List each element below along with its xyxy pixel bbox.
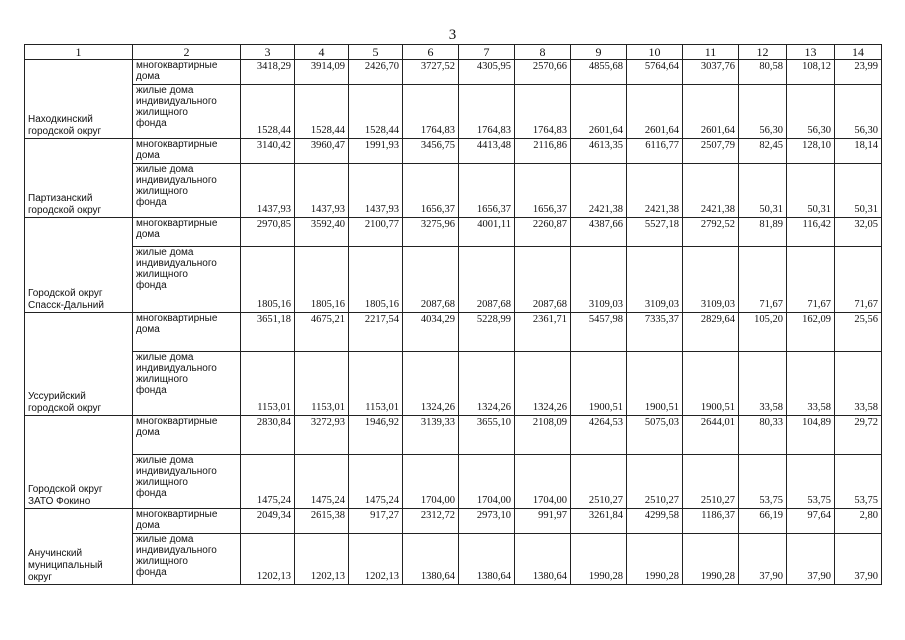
- value-cell: 4413,48: [459, 139, 515, 164]
- value-cell: 2510,27: [571, 455, 627, 509]
- value-cell: 3109,03: [683, 247, 739, 313]
- housing-type: многоквартирные дома: [133, 509, 241, 534]
- value-cell: 2570,66: [515, 60, 571, 85]
- value-cell: 1656,37: [403, 164, 459, 218]
- value-cell: 116,42: [787, 218, 835, 247]
- value-cell: 5228,99: [459, 313, 515, 352]
- value-cell: 1475,24: [241, 455, 295, 509]
- value-cell: 50,31: [739, 164, 787, 218]
- value-cell: 1990,28: [683, 534, 739, 585]
- value-cell: 3261,84: [571, 509, 627, 534]
- value-cell: 2792,52: [683, 218, 739, 247]
- value-cell: 3592,40: [295, 218, 349, 247]
- value-cell: 1380,64: [459, 534, 515, 585]
- value-cell: 1900,51: [571, 352, 627, 416]
- value-cell: 3109,03: [627, 247, 683, 313]
- value-cell: 1900,51: [683, 352, 739, 416]
- value-cell: 18,14: [835, 139, 882, 164]
- value-cell: 1990,28: [627, 534, 683, 585]
- value-cell: 23,99: [835, 60, 882, 85]
- table-row: [25, 352, 882, 416]
- value-cell: 105,20: [739, 313, 787, 352]
- value-cell: 53,75: [787, 455, 835, 509]
- value-cell: 1764,83: [515, 85, 571, 139]
- value-cell: 56,30: [739, 85, 787, 139]
- value-cell: 2108,09: [515, 416, 571, 455]
- housing-type: многоквартирные дома: [133, 139, 241, 164]
- column-header: 8: [515, 45, 571, 60]
- value-cell: 1153,01: [349, 352, 403, 416]
- value-cell: 2644,01: [683, 416, 739, 455]
- value-cell: 3140,42: [241, 139, 295, 164]
- value-cell: 2,80: [835, 509, 882, 534]
- table-body: [25, 60, 882, 585]
- value-cell: 1656,37: [459, 164, 515, 218]
- column-header: 3: [241, 45, 295, 60]
- value-cell: 1990,28: [571, 534, 627, 585]
- value-cell: 5527,18: [627, 218, 683, 247]
- column-header: 10: [627, 45, 683, 60]
- value-cell: 2973,10: [459, 509, 515, 534]
- district-name: Уссурийский городской округ: [25, 313, 133, 416]
- table-row: [25, 60, 882, 85]
- value-cell: 1528,44: [349, 85, 403, 139]
- value-cell: 33,58: [835, 352, 882, 416]
- table-row: [25, 139, 882, 164]
- value-cell: 1704,00: [459, 455, 515, 509]
- value-cell: 1946,92: [349, 416, 403, 455]
- table-row: [25, 455, 882, 509]
- value-cell: 53,75: [835, 455, 882, 509]
- value-cell: 4613,35: [571, 139, 627, 164]
- value-cell: 71,67: [787, 247, 835, 313]
- value-cell: 1900,51: [627, 352, 683, 416]
- value-cell: 4387,66: [571, 218, 627, 247]
- value-cell: 50,31: [787, 164, 835, 218]
- value-cell: 4264,53: [571, 416, 627, 455]
- value-cell: 82,45: [739, 139, 787, 164]
- value-cell: 2087,68: [403, 247, 459, 313]
- value-cell: 4001,11: [459, 218, 515, 247]
- value-cell: 7335,37: [627, 313, 683, 352]
- value-cell: 2361,71: [515, 313, 571, 352]
- housing-type: многоквартирные дома: [133, 313, 241, 352]
- value-cell: 162,09: [787, 313, 835, 352]
- value-cell: 108,12: [787, 60, 835, 85]
- value-cell: 1991,93: [349, 139, 403, 164]
- column-header: 6: [403, 45, 459, 60]
- value-cell: 2217,54: [349, 313, 403, 352]
- value-cell: 1324,26: [515, 352, 571, 416]
- value-cell: 1186,37: [683, 509, 739, 534]
- value-cell: 1704,00: [515, 455, 571, 509]
- value-cell: 1202,13: [241, 534, 295, 585]
- value-cell: 2116,86: [515, 139, 571, 164]
- district-name: Анучинский муниципальный округ: [25, 509, 133, 585]
- value-cell: 2829,64: [683, 313, 739, 352]
- value-cell: 2970,85: [241, 218, 295, 247]
- value-cell: 1805,16: [241, 247, 295, 313]
- value-cell: 3960,47: [295, 139, 349, 164]
- district-name: Партизанский городской округ: [25, 139, 133, 218]
- table-row: [25, 416, 882, 455]
- value-cell: 2615,38: [295, 509, 349, 534]
- district-name: Городской округ ЗАТО Фокино: [25, 416, 133, 509]
- value-cell: 29,72: [835, 416, 882, 455]
- value-cell: 2312,72: [403, 509, 459, 534]
- housing-type: жилые дома индивидуального жилищного фонда: [133, 164, 241, 218]
- value-cell: 1437,93: [241, 164, 295, 218]
- value-cell: 2421,38: [571, 164, 627, 218]
- value-cell: 6116,77: [627, 139, 683, 164]
- housing-type: многоквартирные дома: [133, 416, 241, 455]
- value-cell: 2510,27: [627, 455, 683, 509]
- value-cell: 1805,16: [349, 247, 403, 313]
- column-header: 5: [349, 45, 403, 60]
- value-cell: 56,30: [835, 85, 882, 139]
- value-cell: 3655,10: [459, 416, 515, 455]
- value-cell: 1704,00: [403, 455, 459, 509]
- column-header: 4: [295, 45, 349, 60]
- column-header: 7: [459, 45, 515, 60]
- housing-type: жилые дома индивидуального жилищного фонда: [133, 85, 241, 139]
- table-row: [25, 164, 882, 218]
- table-row: [25, 313, 882, 352]
- table-row: [25, 534, 882, 585]
- value-cell: 1437,93: [349, 164, 403, 218]
- value-cell: 1324,26: [403, 352, 459, 416]
- column-header: 13: [787, 45, 835, 60]
- value-cell: 4305,95: [459, 60, 515, 85]
- value-cell: 5764,64: [627, 60, 683, 85]
- value-cell: 1528,44: [241, 85, 295, 139]
- value-cell: 1656,37: [515, 164, 571, 218]
- value-cell: 37,90: [739, 534, 787, 585]
- value-cell: 3456,75: [403, 139, 459, 164]
- value-cell: 2830,84: [241, 416, 295, 455]
- district-name: Находкинский городской округ: [25, 60, 133, 139]
- value-cell: 3727,52: [403, 60, 459, 85]
- value-cell: 104,89: [787, 416, 835, 455]
- column-header: 14: [835, 45, 882, 60]
- housing-type: многоквартирные дома: [133, 60, 241, 85]
- column-header: 11: [683, 45, 739, 60]
- page-number: 3: [448, 27, 457, 43]
- value-cell: 37,90: [835, 534, 882, 585]
- value-cell: 1153,01: [295, 352, 349, 416]
- table-row: [25, 247, 882, 313]
- value-cell: 2260,87: [515, 218, 571, 247]
- value-cell: 53,75: [739, 455, 787, 509]
- value-cell: 2421,38: [683, 164, 739, 218]
- table-row: [25, 85, 882, 139]
- value-cell: 25,56: [835, 313, 882, 352]
- value-cell: 33,58: [739, 352, 787, 416]
- value-cell: 50,31: [835, 164, 882, 218]
- value-cell: 71,67: [835, 247, 882, 313]
- value-cell: 1153,01: [241, 352, 295, 416]
- value-cell: 1437,93: [295, 164, 349, 218]
- value-cell: 3109,03: [571, 247, 627, 313]
- value-cell: 2421,38: [627, 164, 683, 218]
- housing-type: жилые дома индивидуального жилищного фонда: [133, 455, 241, 509]
- housing-type: многоквартирные дома: [133, 218, 241, 247]
- value-cell: 3651,18: [241, 313, 295, 352]
- value-cell: 80,33: [739, 416, 787, 455]
- header-row: [25, 45, 882, 60]
- housing-type: жилые дома индивидуального жилищного фонда: [133, 247, 241, 313]
- value-cell: 81,89: [739, 218, 787, 247]
- value-cell: 1475,24: [349, 455, 403, 509]
- value-cell: 2510,27: [683, 455, 739, 509]
- value-cell: 2087,68: [515, 247, 571, 313]
- value-cell: 1202,13: [295, 534, 349, 585]
- value-cell: 128,10: [787, 139, 835, 164]
- value-cell: 2049,34: [241, 509, 295, 534]
- value-cell: 3275,96: [403, 218, 459, 247]
- district-name: Городской округ Спасск-Дальний: [25, 218, 133, 313]
- value-cell: 1380,64: [515, 534, 571, 585]
- value-cell: 32,05: [835, 218, 882, 247]
- value-cell: 1324,26: [459, 352, 515, 416]
- table-row: [25, 509, 882, 534]
- value-cell: 3418,29: [241, 60, 295, 85]
- value-cell: 4299,58: [627, 509, 683, 534]
- value-cell: 2601,64: [683, 85, 739, 139]
- value-cell: 5457,98: [571, 313, 627, 352]
- value-cell: 3914,09: [295, 60, 349, 85]
- value-cell: 991,97: [515, 509, 571, 534]
- value-cell: 917,27: [349, 509, 403, 534]
- column-header: 1: [25, 45, 133, 60]
- column-header: 9: [571, 45, 627, 60]
- value-cell: 1764,83: [403, 85, 459, 139]
- value-cell: 33,58: [787, 352, 835, 416]
- housing-type: жилые дома индивидуального жилищного фонда: [133, 352, 241, 416]
- housing-type: жилые дома индивидуального жилищного фонда: [133, 534, 241, 585]
- value-cell: 2087,68: [459, 247, 515, 313]
- tariff-table: [24, 44, 882, 585]
- value-cell: 56,30: [787, 85, 835, 139]
- column-header: 12: [739, 45, 787, 60]
- value-cell: 37,90: [787, 534, 835, 585]
- value-cell: 4855,68: [571, 60, 627, 85]
- value-cell: 2507,79: [683, 139, 739, 164]
- value-cell: 3037,76: [683, 60, 739, 85]
- value-cell: 3139,33: [403, 416, 459, 455]
- value-cell: 2601,64: [627, 85, 683, 139]
- value-cell: 1380,64: [403, 534, 459, 585]
- value-cell: 4034,29: [403, 313, 459, 352]
- column-header: 2: [133, 45, 241, 60]
- value-cell: 3272,93: [295, 416, 349, 455]
- value-cell: 97,64: [787, 509, 835, 534]
- value-cell: 80,58: [739, 60, 787, 85]
- table-row: [25, 218, 882, 247]
- value-cell: 1805,16: [295, 247, 349, 313]
- value-cell: 1528,44: [295, 85, 349, 139]
- value-cell: 1202,13: [349, 534, 403, 585]
- value-cell: 2601,64: [571, 85, 627, 139]
- value-cell: 4675,21: [295, 313, 349, 352]
- value-cell: 66,19: [739, 509, 787, 534]
- value-cell: 5075,03: [627, 416, 683, 455]
- value-cell: 1475,24: [295, 455, 349, 509]
- value-cell: 2426,70: [349, 60, 403, 85]
- value-cell: 1764,83: [459, 85, 515, 139]
- value-cell: 71,67: [739, 247, 787, 313]
- value-cell: 2100,77: [349, 218, 403, 247]
